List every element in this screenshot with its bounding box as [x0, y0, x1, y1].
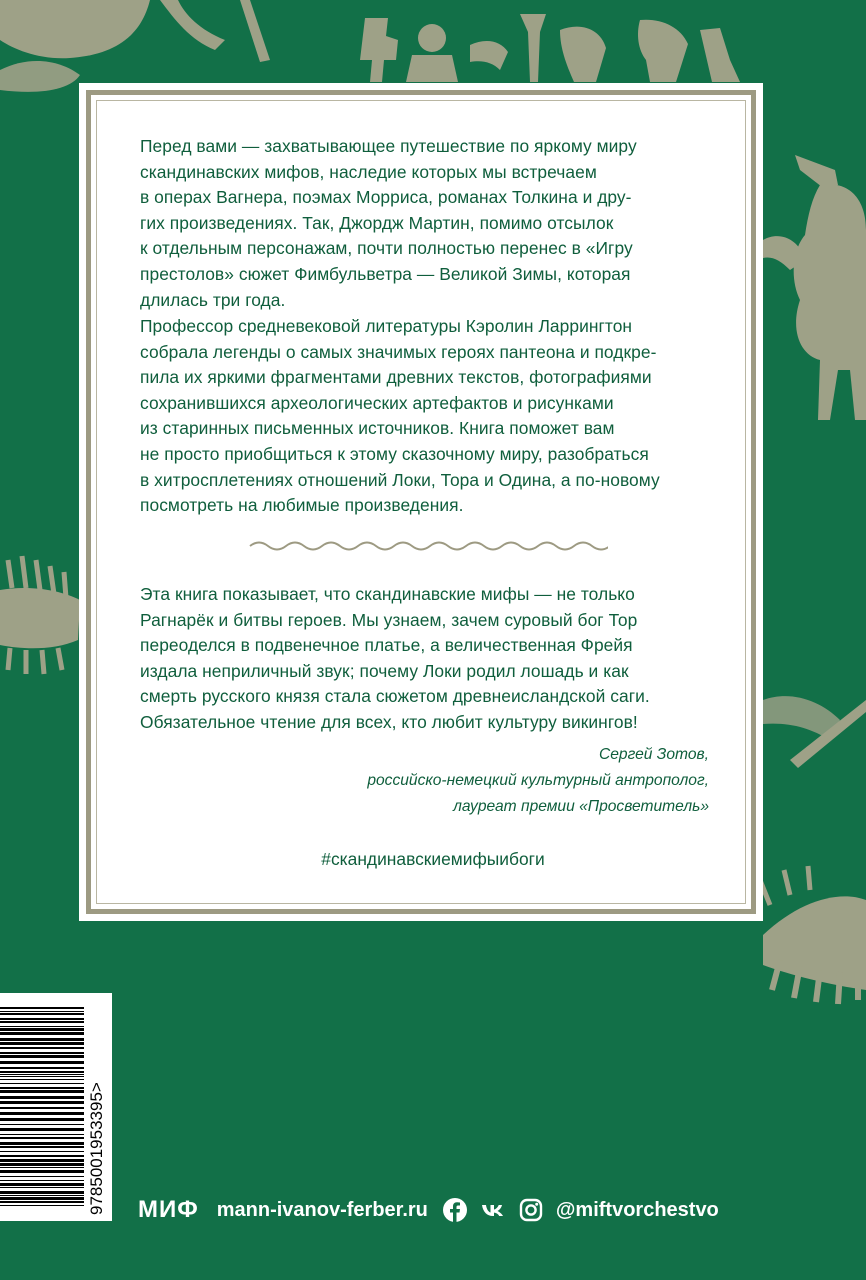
- barcode-bar: [0, 1076, 84, 1077]
- text-line: Перед вами — захватывающее путешествие по яркому миру: [140, 136, 637, 156]
- text-line: скандинавских мифов, наследие которых мы встречаем: [140, 161, 597, 182]
- barcode-bar: [0, 1013, 84, 1015]
- barcode-bar: [0, 1055, 84, 1058]
- barcode-bar: [0, 1042, 84, 1045]
- barcode-digits: 9785001953395>: [87, 1082, 106, 1215]
- barcode-bar: [0, 1101, 84, 1104]
- barcode-bar: [0, 1021, 84, 1023]
- barcode-bar: [0, 1052, 84, 1054]
- barcode-bar: [0, 1176, 84, 1177]
- text-line: переоделся в подвенечное платье, а величественная Фрейя: [140, 635, 633, 656]
- barcode-bar: [0, 1167, 84, 1168]
- barcode-bar: [0, 1142, 84, 1145]
- barcode-bar: [0, 1137, 84, 1139]
- text-line: Рагнарёк и битвы героев. Мы узнаем, зачем суровый бог Тор: [140, 609, 638, 630]
- publisher-logo: МИФ: [138, 1196, 199, 1223]
- barcode-bar: [0, 1038, 84, 1041]
- barcode-bar: [0, 1159, 84, 1162]
- text-line: в операх Вагнера, поэмах Морриса, романах Толкина и дру-: [140, 187, 632, 208]
- barcode-bar: [0, 1026, 84, 1027]
- text-line: пила их яркими фрагментами древних текстов, фотографиями: [140, 367, 652, 388]
- text-line: посмотреть на любимые произведения.: [140, 495, 464, 516]
- barcode-bar: [0, 1007, 84, 1009]
- barcode-bar: [0, 1028, 84, 1031]
- barcode-bar: [0, 1201, 84, 1203]
- text-line: собрала легенды о самых значимых героях пантеона и подкре-: [140, 341, 657, 362]
- barcode-bar: [0, 1061, 84, 1064]
- barcode-bar: [0, 1195, 84, 1196]
- barcode-bar: [0, 1134, 84, 1135]
- barcode-bar: [0, 1107, 84, 1109]
- social-handle[interactable]: @miftvorchestvo: [555, 1198, 719, 1221]
- barcode-bar: [0, 1067, 84, 1069]
- text-line: смерть русского князя стала сюжетом древнеисландской саги.: [140, 686, 650, 707]
- barcode-bar: [0, 1187, 84, 1188]
- barcode-bar: [0, 1090, 84, 1093]
- barcode-bar: [0, 1155, 84, 1157]
- barcode-graphic: [0, 993, 112, 1221]
- wave-divider: [248, 537, 608, 555]
- signature-award: лауреат премии «Просветитель»: [453, 797, 709, 815]
- barcode-bar: [0, 1071, 84, 1073]
- barcode-bar: [0, 1074, 84, 1075]
- isbn-barcode: [0, 993, 112, 1221]
- barcode-bar: [0, 1170, 84, 1173]
- text-line: издала неприличный звук; почему Локи родил лошадь и как: [140, 660, 629, 681]
- barcode-bar: [0, 1205, 84, 1206]
- barcode-bar: [0, 1118, 84, 1121]
- barcode-bar: [0, 1047, 84, 1049]
- barcode-bar: [0, 1096, 84, 1099]
- barcode-bar: [0, 1112, 84, 1115]
- website-link[interactable]: mann-ivanov-ferber.ru: [216, 1198, 428, 1221]
- text-line: из старинных письменных источников. Книга поможет вам: [140, 418, 615, 439]
- author-paragraph: [140, 314, 740, 519]
- facebook-icon[interactable]: [442, 1197, 468, 1223]
- text-line: Профессор средневековой литературы Кэролин Ларрингтон: [140, 316, 633, 336]
- text-line: в хитросплетениях отношений Локи, Тора и Одина, а по-новому: [140, 469, 660, 490]
- barcode-bar: [0, 1197, 84, 1200]
- text-line: Обязательное чтение для всех, кто любит культуру викингов!: [140, 711, 638, 732]
- barcode-bar: [0, 1087, 84, 1089]
- barcode-bar: [0, 1163, 84, 1166]
- barcode-bar: [0, 1032, 84, 1035]
- publisher-footer: [138, 1192, 719, 1228]
- barcode-bar: [0, 1083, 84, 1084]
- instagram-icon[interactable]: [518, 1197, 544, 1223]
- review-signature: [367, 742, 709, 819]
- vk-icon[interactable]: [480, 1197, 506, 1223]
- text-line: Эта книга показывает, что скандинавские мифы — не только: [140, 584, 635, 604]
- barcode-bar: [0, 1183, 84, 1186]
- text-line: к отдельным персонажам, почти полностью перенес в «Игру: [140, 238, 633, 259]
- text-line: престолов» сюжет Фимбульветра — Великой Зимы, которая: [140, 263, 631, 284]
- text-line: длилась три года.: [140, 289, 286, 310]
- barcode-bar: [0, 1018, 84, 1020]
- barcode-bar: [0, 1180, 84, 1181]
- text-line: гих произведениях. Так, Джордж Мартин, помимо отсылок: [140, 212, 614, 233]
- text-line: сохранившихся археологических артефактов и рисунками: [140, 392, 614, 413]
- signature-name: Сергей Зотов,: [598, 746, 709, 763]
- barcode-bar: [0, 1128, 84, 1131]
- hashtag: #скандинавскиемифыибоги: [321, 849, 545, 869]
- barcode-bar: [0, 1151, 84, 1152]
- barcode-bar: [0, 1124, 84, 1125]
- intro-paragraph: [140, 134, 740, 313]
- barcode-bars: [0, 1007, 84, 1206]
- barcode-bar: [0, 1191, 84, 1194]
- barcode-bar: [0, 1146, 84, 1148]
- text-line: не просто приобщиться к этому сказочному миру, разобраться: [140, 443, 649, 464]
- review-paragraph: [140, 582, 740, 736]
- barcode-bar: [0, 1011, 84, 1012]
- barcode-bar: [0, 1079, 84, 1080]
- signature-role: российско-немецкий культурный антрополог,: [367, 771, 709, 789]
